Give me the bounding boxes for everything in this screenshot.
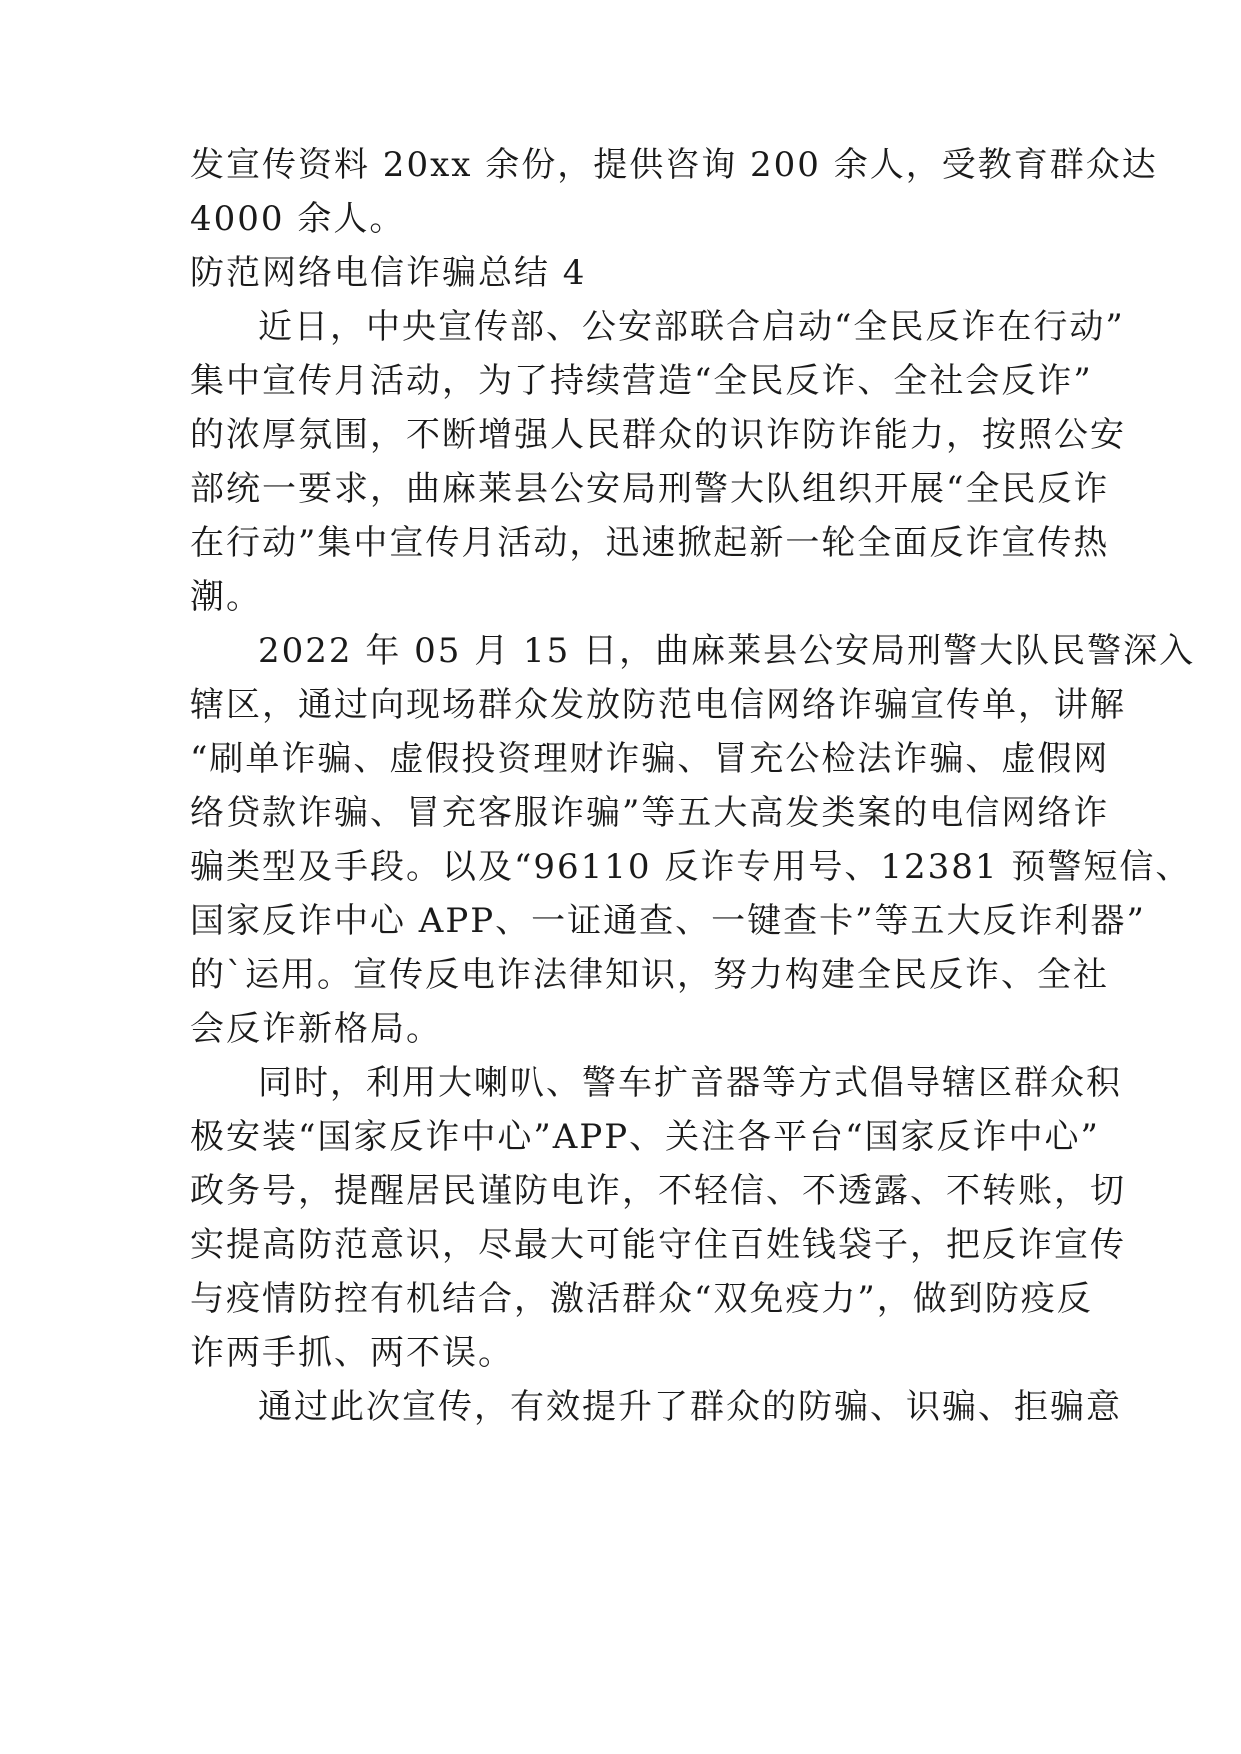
text-line: 通过此次宣传，有效提升了群众的防骗、识骗、拒骗意: [258, 1387, 1122, 1427]
text-line: 近日，中央宣传部、公安部联合启动“全民反诈在行动”: [258, 307, 1125, 347]
text-line: 发宣传资料 20xx 余份，提供咨询 200 余人，受教育群众达: [190, 145, 1158, 185]
text-line: 2022 年 05 月 15 日，曲麻莱县公安局刑警大队民警深入: [258, 631, 1196, 671]
text-line: 集中宣传月活动，为了持续营造“全民反诈、全社会反诈”: [190, 361, 1093, 401]
text-line: 同时，利用大喇叭、警车扩音器等方式倡导辖区群众积: [258, 1063, 1122, 1103]
text-line: 部统一要求，曲麻莱县公安局刑警大队组织开展“全民反诈: [190, 469, 1110, 509]
text-line: 在行动”集中宣传月活动，迅速掀起新一轮全面反诈宣传热: [190, 523, 1110, 563]
text-line: 会反诈新格局。: [190, 1009, 442, 1049]
section-heading: 防范网络电信诈骗总结 4: [190, 253, 587, 293]
text-line: 与疫情防控有机结合，激活群众“双免疫力”，做到防疫反: [190, 1279, 1093, 1319]
text-line: “刷单诈骗、虚假投资理财诈骗、冒充公检法诈骗、虚假网: [190, 739, 1110, 779]
text-line: 辖区，通过向现场群众发放防范电信网络诈骗宣传单，讲解: [190, 685, 1126, 725]
text-line: 骗类型及手段。以及“96110 反诈专用号、12381 预警短信、: [190, 847, 1192, 887]
text-line: 诈两手抓、两不误。: [190, 1333, 514, 1373]
text-line: 4000 余人。: [190, 199, 406, 239]
text-line: 国家反诈中心 APP、一证通查、一键查卡”等五大反诈利器”: [190, 901, 1146, 941]
text-line: 实提高防范意识，尽最大可能守住百姓钱袋子，把反诈宣传: [190, 1225, 1126, 1265]
text-line: 的`运用。宣传反电诈法律知识，努力构建全民反诈、全社: [190, 955, 1109, 995]
text-line: 络贷款诈骗、冒充客服诈骗”等五大高发类案的电信网络诈: [190, 793, 1110, 833]
text-line: 潮。: [190, 577, 262, 617]
text-line: 政务号，提醒居民谨防电诈，不轻信、不透露、不转账，切: [190, 1171, 1126, 1211]
text-line: 的浓厚氛围，不断增强人民群众的识诈防诈能力，按照公安: [190, 415, 1126, 455]
text-line: 极安装“国家反诈中心”APP、关注各平台“国家反诈中心”: [190, 1117, 1100, 1157]
